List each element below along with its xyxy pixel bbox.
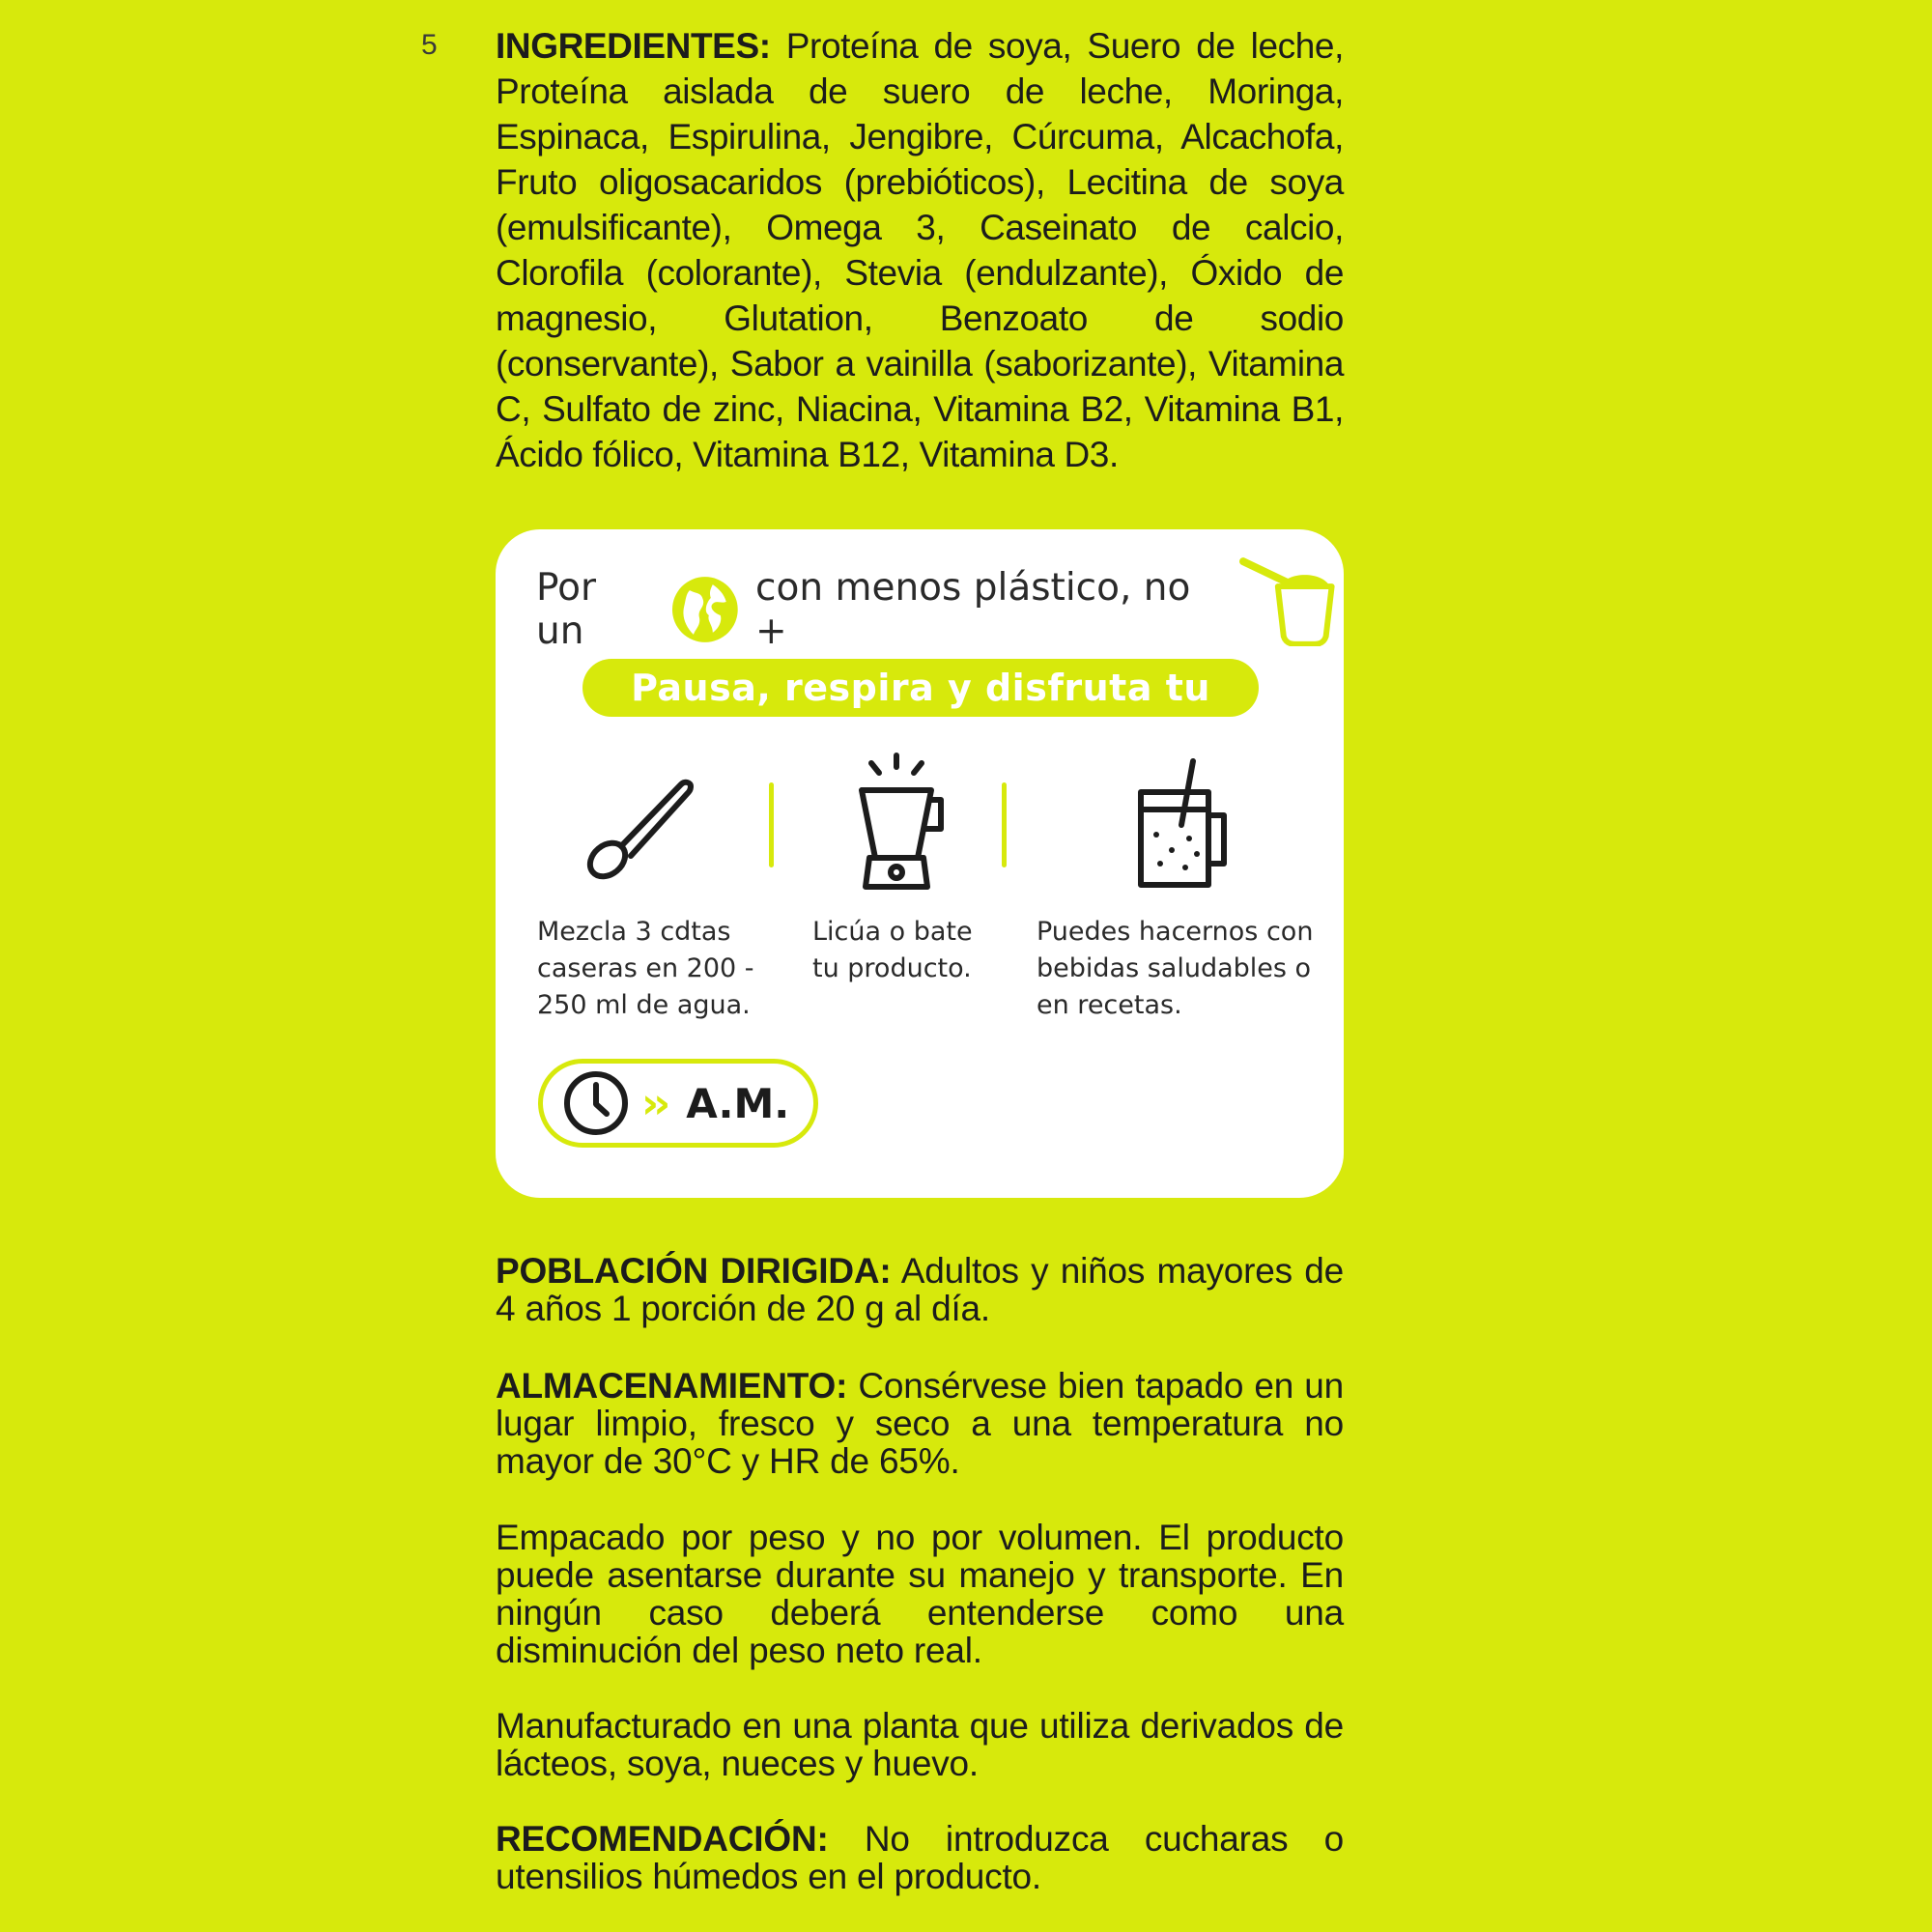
headline-part-2: con menos plástico, no + xyxy=(755,566,1191,653)
poblacion-text: Adultos y niños mayores de 4 años 1 porción de 20 g al día. xyxy=(496,1251,1344,1328)
ingredients-text: Proteína de soya, Suero de leche, Proteína aislada de suero de leche, Moringa, Espinaca, Espirulina, Jengibre, Cúrcuma, Alcachofa, Fruto oligosacaridos (prebióticos), Lecitina de soya (emulsificante), Omega 3, Caseinato de calcio, Clorofila (colorante), Stevia (endulzante), Óxido de magnesio, Glutation, Benzoato de sodio (conservante), Sabor a vainilla (saborizante), Vitamina C, Sulfato de zinc, Niacina, Vitamina B2, Vitamina B1, Ácido fólico, Vitamina B12, Vitamina D3. xyxy=(496,26,1344,474)
step-divider-2 xyxy=(1002,782,1007,867)
recomendacion-text: No introduzca cucharas o utensilios húmedos en el producto. xyxy=(496,1819,1344,1896)
ingredients-paragraph xyxy=(496,23,1344,477)
usage-card xyxy=(496,529,1344,1198)
empacado-paragraph: Empacado por peso y no por volumen. El producto puede asentarse durante su manejo y transporte. En ningún caso deberá entenderse como una disminución del peso neto real. xyxy=(496,1518,1344,1670)
almacenamiento-label: ALMACENAMIENTO: xyxy=(496,1366,848,1406)
card-headline xyxy=(536,566,1344,653)
chevrons-right-icon: ›› xyxy=(641,1078,666,1128)
step-1-text: Mezcla 3 cdtas caseras en 200 - 250 ml de agua. xyxy=(537,917,754,1020)
recomendacion-label: RECOMENDACIÓN: xyxy=(496,1819,829,1859)
time-label: A.M. xyxy=(686,1079,790,1127)
scoop-icon xyxy=(1237,554,1344,646)
poblacion-paragraph xyxy=(496,1252,1344,1327)
almacenamiento-text: Consérvese bien tapado en un lugar limpio, fresco y seco a una temperatura no mayor de 30°C y HR de 65%. xyxy=(496,1366,1344,1481)
almacenamiento-paragraph xyxy=(496,1367,1344,1480)
manufacturado-paragraph: Manufacturado en una planta que utiliza derivados de lácteos, soya, nueces y huevo. xyxy=(496,1706,1344,1783)
ingredients-label: INGREDIENTES: xyxy=(496,26,771,66)
stray-mark: 5 xyxy=(421,29,438,61)
spoon-icon xyxy=(584,767,700,883)
globe-icon xyxy=(668,573,742,646)
step-divider-1 xyxy=(769,782,774,867)
time-badge xyxy=(538,1059,818,1148)
step-3-text: Puedes hacernos con bebidas saludables o en recetas. xyxy=(1037,917,1314,1020)
tagline-pill: Pausa, respira y disfruta tu MOD xyxy=(582,659,1259,717)
headline-part-1: Por un xyxy=(536,566,597,653)
jar-icon xyxy=(1133,757,1230,893)
clock-icon xyxy=(562,1069,630,1137)
blender-icon xyxy=(848,752,945,896)
poblacion-label: POBLACIÓN DIRIGIDA: xyxy=(496,1251,892,1291)
step-2-text: Licúa o bate tu producto. xyxy=(812,917,973,983)
recomendacion-paragraph xyxy=(496,1820,1344,1895)
